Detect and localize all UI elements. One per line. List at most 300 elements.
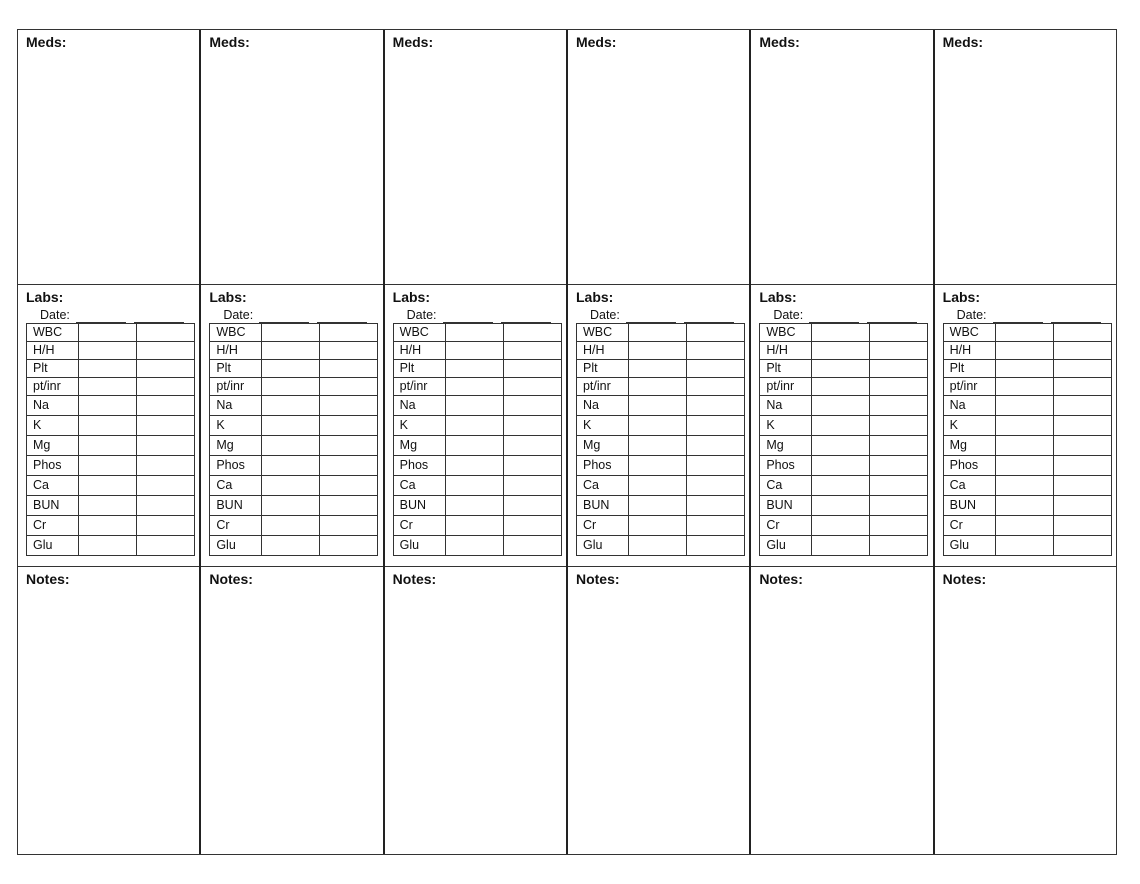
patient-column [568,30,751,854]
lab-value-cell-1[interactable] [812,436,870,456]
lab-value-cell-2[interactable] [503,416,561,436]
lab-value-cell-2[interactable] [137,324,195,342]
lab-value-cell-2[interactable] [137,342,195,360]
lab-row [27,416,195,436]
lab-name-cell: pt/inr [27,378,79,396]
lab-value-cell-1[interactable] [79,476,137,496]
lab-name-cell: Phos [943,456,995,476]
lab-value-cell-2[interactable] [686,516,744,536]
notes-section[interactable] [201,567,382,854]
lab-value-cell-2[interactable] [686,416,744,436]
notes-section[interactable] [385,567,566,854]
lab-value-cell-2[interactable] [503,496,561,516]
lab-name-cell: pt/inr [943,378,995,396]
lab-name-cell: BUN [576,496,628,516]
lab-value-cell-1[interactable] [445,516,503,536]
date-field-1[interactable] [76,311,126,323]
lab-name-cell: WBC [27,324,79,342]
lab-name-cell: Plt [943,360,995,378]
lab-name-cell: Na [393,396,445,416]
lab-value-cell-2[interactable] [686,396,744,416]
lab-name-cell: Glu [27,536,79,556]
lab-value-cell-2[interactable] [1053,342,1111,360]
lab-value-cell-1[interactable] [445,360,503,378]
labs-section [935,285,1116,567]
lab-value-cell-2[interactable] [1053,516,1111,536]
lab-row [393,456,561,476]
lab-value-cell-1[interactable] [262,456,320,476]
lab-value-cell-2[interactable] [503,456,561,476]
meds-section[interactable] [568,30,749,285]
lab-name-cell: Phos [393,456,445,476]
lab-value-cell-2[interactable] [320,342,378,360]
lab-row [576,456,744,476]
lab-value-cell-1[interactable] [812,476,870,496]
lab-row [760,436,928,456]
lab-row [27,360,195,378]
labs-label: Labs: [26,289,64,305]
lab-name-cell: K [760,416,812,436]
date-field-1[interactable] [993,311,1043,323]
lab-value-cell-1[interactable] [262,496,320,516]
lab-value-cell-2[interactable] [1053,456,1111,476]
lab-value-cell-1[interactable] [628,476,686,496]
lab-value-cell-1[interactable] [79,496,137,516]
lab-value-cell-1[interactable] [812,342,870,360]
meds-section[interactable] [385,30,566,285]
lab-name-cell: Na [27,396,79,416]
meds-section[interactable] [751,30,932,285]
date-label: Date: [589,308,620,322]
lab-value-cell-2[interactable] [1053,396,1111,416]
lab-value-cell-1[interactable] [995,476,1053,496]
lab-name-cell: pt/inr [760,378,812,396]
lab-value-cell-1[interactable] [628,342,686,360]
lab-value-cell-1[interactable] [445,378,503,396]
lab-value-cell-1[interactable] [628,378,686,396]
lab-row [576,536,744,556]
patient-sheet [17,29,1117,855]
date-field-1[interactable] [809,311,859,323]
lab-row [393,496,561,516]
lab-value-cell-1[interactable] [628,456,686,476]
lab-value-cell-1[interactable] [79,536,137,556]
lab-value-cell-2[interactable] [870,496,928,516]
lab-value-cell-1[interactable] [79,360,137,378]
date-field-2[interactable] [1051,311,1101,323]
lab-value-cell-2[interactable] [1053,324,1111,342]
lab-value-cell-1[interactable] [445,324,503,342]
lab-value-cell-2[interactable] [870,396,928,416]
lab-row [393,536,561,556]
date-label: Date: [40,308,70,322]
labs-label: Labs: [209,289,247,305]
lab-value-cell-1[interactable] [445,416,503,436]
lab-value-cell-2[interactable] [320,324,378,342]
lab-value-cell-1[interactable] [995,536,1053,556]
lab-value-cell-1[interactable] [262,416,320,436]
lab-value-cell-1[interactable] [262,536,320,556]
lab-name-cell: Cr [760,516,812,536]
lab-value-cell-1[interactable] [628,360,686,378]
lab-value-cell-1[interactable] [79,324,137,342]
date-label: Date: [956,308,987,322]
lab-value-cell-1[interactable] [79,416,137,436]
lab-value-cell-2[interactable] [686,378,744,396]
lab-value-cell-1[interactable] [628,324,686,342]
lab-row [576,324,744,342]
meds-section[interactable] [18,30,199,285]
lab-value-cell-2[interactable] [137,496,195,516]
lab-value-cell-1[interactable] [995,436,1053,456]
lab-value-cell-1[interactable] [812,516,870,536]
labs-label: Labs: [942,289,980,305]
date-field-2[interactable] [867,311,917,323]
lab-value-cell-2[interactable] [503,436,561,456]
labs-table [759,323,928,556]
lab-value-cell-2[interactable] [686,342,744,360]
lab-value-cell-1[interactable] [262,378,320,396]
lab-value-cell-2[interactable] [1053,536,1111,556]
lab-name-cell: Glu [943,536,995,556]
lab-row [760,476,928,496]
notes-label: Notes: [26,571,70,587]
lab-name-cell: H/H [576,342,628,360]
lab-value-cell-1[interactable] [262,476,320,496]
lab-value-cell-2[interactable] [686,496,744,516]
notes-section[interactable] [935,567,1116,854]
lab-value-cell-2[interactable] [686,536,744,556]
date-field-2[interactable] [684,311,734,323]
lab-name-cell: H/H [393,342,445,360]
lab-value-cell-1[interactable] [79,378,137,396]
lab-row [760,360,928,378]
lab-value-cell-1[interactable] [79,456,137,476]
labs-section [568,285,749,567]
lab-value-cell-2[interactable] [137,456,195,476]
lab-name-cell: WBC [210,324,262,342]
lab-value-cell-2[interactable] [686,476,744,496]
lab-value-cell-1[interactable] [812,536,870,556]
lab-name-cell: Plt [576,360,628,378]
lab-row [943,516,1111,536]
lab-value-cell-2[interactable] [137,396,195,416]
patient-column [385,30,568,854]
lab-value-cell-1[interactable] [812,396,870,416]
lab-value-cell-1[interactable] [628,496,686,516]
date-label: Date: [773,308,804,322]
lab-value-cell-2[interactable] [503,324,561,342]
notes-section[interactable] [18,567,199,854]
lab-row [210,456,378,476]
lab-row [760,536,928,556]
lab-value-cell-1[interactable] [995,378,1053,396]
lab-row [210,396,378,416]
lab-value-cell-1[interactable] [445,342,503,360]
lab-value-cell-2[interactable] [320,476,378,496]
lab-name-cell: K [393,416,445,436]
lab-value-cell-1[interactable] [995,416,1053,436]
lab-row [760,342,928,360]
lab-value-cell-2[interactable] [503,516,561,536]
date-row [590,307,739,323]
lab-name-cell: Ca [760,476,812,496]
lab-value-cell-1[interactable] [628,436,686,456]
lab-value-cell-2[interactable] [320,436,378,456]
lab-name-cell: Mg [210,436,262,456]
lab-row [943,378,1111,396]
lab-value-cell-1[interactable] [79,342,137,360]
lab-row [576,342,744,360]
lab-row [27,436,195,456]
lab-value-cell-1[interactable] [812,496,870,516]
lab-value-cell-2[interactable] [320,360,378,378]
lab-value-cell-1[interactable] [445,396,503,416]
lab-value-cell-1[interactable] [995,396,1053,416]
lab-value-cell-2[interactable] [137,436,195,456]
date-field-2[interactable] [317,311,367,323]
lab-value-cell-1[interactable] [445,496,503,516]
lab-row [576,378,744,396]
date-label: Date: [406,308,437,322]
lab-value-cell-2[interactable] [320,416,378,436]
lab-value-cell-1[interactable] [628,516,686,536]
lab-value-cell-2[interactable] [137,360,195,378]
lab-value-cell-1[interactable] [812,360,870,378]
lab-value-cell-2[interactable] [320,536,378,556]
lab-row [27,456,195,476]
lab-value-cell-2[interactable] [686,324,744,342]
notes-section[interactable] [568,567,749,854]
lab-value-cell-2[interactable] [503,536,561,556]
lab-value-cell-2[interactable] [503,378,561,396]
lab-row [210,496,378,516]
lab-row [393,378,561,396]
lab-name-cell: BUN [210,496,262,516]
lab-name-cell: H/H [760,342,812,360]
lab-value-cell-2[interactable] [870,416,928,436]
lab-value-cell-2[interactable] [503,342,561,360]
lab-value-cell-2[interactable] [1053,476,1111,496]
lab-row [210,342,378,360]
date-field-1[interactable] [443,311,493,323]
lab-value-cell-2[interactable] [870,436,928,456]
lab-name-cell: Na [210,396,262,416]
labs-table [209,323,378,556]
lab-name-cell: Mg [27,436,79,456]
lab-value-cell-1[interactable] [812,324,870,342]
lab-value-cell-2[interactable] [320,378,378,396]
lab-value-cell-1[interactable] [262,436,320,456]
lab-value-cell-2[interactable] [320,516,378,536]
lab-value-cell-1[interactable] [445,436,503,456]
lab-row [943,416,1111,436]
date-label: Date: [223,308,254,322]
lab-row [210,436,378,456]
date-row [407,307,556,323]
lab-value-cell-2[interactable] [870,360,928,378]
lab-value-cell-1[interactable] [995,324,1053,342]
labs-section [751,285,932,567]
lab-name-cell: Phos [27,456,79,476]
lab-row [210,536,378,556]
lab-value-cell-1[interactable] [445,536,503,556]
lab-name-cell: Mg [943,436,995,456]
notes-label: Notes: [209,571,253,587]
meds-label: Meds: [26,34,67,50]
lab-name-cell: pt/inr [576,378,628,396]
lab-name-cell: Cr [393,516,445,536]
lab-name-cell: Mg [393,436,445,456]
lab-value-cell-2[interactable] [1053,378,1111,396]
lab-value-cell-1[interactable] [445,476,503,496]
lab-value-cell-1[interactable] [995,342,1053,360]
lab-row [393,360,561,378]
lab-value-cell-2[interactable] [870,378,928,396]
lab-value-cell-1[interactable] [995,496,1053,516]
notes-section[interactable] [751,567,932,854]
lab-name-cell: H/H [943,342,995,360]
lab-value-cell-1[interactable] [262,360,320,378]
lab-name-cell: Plt [393,360,445,378]
lab-value-cell-1[interactable] [262,516,320,536]
lab-name-cell: BUN [393,496,445,516]
lab-row [27,342,195,360]
date-field-1[interactable] [259,311,309,323]
lab-name-cell: Glu [393,536,445,556]
lab-name-cell: H/H [27,342,79,360]
lab-name-cell: Glu [210,536,262,556]
meds-section[interactable] [935,30,1116,285]
lab-name-cell: Ca [210,476,262,496]
lab-value-cell-2[interactable] [870,324,928,342]
date-field-1[interactable] [626,311,676,323]
lab-value-cell-2[interactable] [137,516,195,536]
lab-row [210,416,378,436]
labs-table [26,323,195,556]
patient-column [201,30,384,854]
lab-value-cell-1[interactable] [628,536,686,556]
lab-row [27,396,195,416]
lab-name-cell: Mg [576,436,628,456]
lab-value-cell-2[interactable] [686,436,744,456]
lab-value-cell-2[interactable] [1053,496,1111,516]
notes-label: Notes: [759,571,803,587]
lab-value-cell-2[interactable] [870,476,928,496]
lab-value-cell-2[interactable] [503,360,561,378]
lab-row [27,378,195,396]
lab-value-cell-1[interactable] [262,342,320,360]
lab-row [393,396,561,416]
lab-value-cell-2[interactable] [1053,436,1111,456]
lab-value-cell-2[interactable] [686,456,744,476]
lab-row [943,536,1111,556]
lab-row [210,378,378,396]
lab-row [210,476,378,496]
lab-name-cell: H/H [210,342,262,360]
lab-value-cell-2[interactable] [503,476,561,496]
lab-value-cell-1[interactable] [262,396,320,416]
lab-name-cell: K [210,416,262,436]
lab-value-cell-1[interactable] [628,416,686,436]
lab-name-cell: Plt [210,360,262,378]
lab-value-cell-1[interactable] [812,378,870,396]
labs-section [201,285,382,567]
lab-name-cell: Phos [210,456,262,476]
lab-value-cell-1[interactable] [995,456,1053,476]
lab-value-cell-1[interactable] [995,360,1053,378]
lab-value-cell-2[interactable] [870,342,928,360]
lab-value-cell-2[interactable] [137,378,195,396]
lab-name-cell: WBC [943,324,995,342]
lab-value-cell-1[interactable] [812,416,870,436]
lab-row [393,342,561,360]
lab-name-cell: BUN [27,496,79,516]
lab-value-cell-2[interactable] [503,396,561,416]
meds-label: Meds: [759,34,800,50]
lab-value-cell-1[interactable] [79,516,137,536]
lab-row [393,324,561,342]
meds-label: Meds: [209,34,250,50]
lab-value-cell-2[interactable] [137,416,195,436]
lab-value-cell-2[interactable] [1053,416,1111,436]
lab-value-cell-2[interactable] [686,360,744,378]
lab-name-cell: Mg [760,436,812,456]
lab-name-cell: Cr [27,516,79,536]
meds-section[interactable] [201,30,382,285]
patient-column [751,30,934,854]
lab-value-cell-2[interactable] [870,456,928,476]
lab-row [943,476,1111,496]
lab-name-cell: BUN [943,496,995,516]
lab-value-cell-2[interactable] [870,536,928,556]
lab-row [943,342,1111,360]
lab-value-cell-1[interactable] [812,456,870,476]
lab-row [27,516,195,536]
date-field-2[interactable] [501,311,551,323]
lab-value-cell-2[interactable] [137,536,195,556]
labs-section [18,285,199,567]
date-field-2[interactable] [134,311,184,323]
lab-value-cell-2[interactable] [1053,360,1111,378]
lab-row [943,396,1111,416]
lab-value-cell-1[interactable] [262,324,320,342]
date-row [223,307,372,323]
lab-row [576,476,744,496]
lab-row [576,416,744,436]
lab-name-cell: Phos [576,456,628,476]
date-row [957,307,1106,323]
lab-value-cell-2[interactable] [320,396,378,416]
labs-table [943,323,1112,556]
lab-name-cell: Cr [210,516,262,536]
lab-value-cell-1[interactable] [628,396,686,416]
lab-value-cell-2[interactable] [320,456,378,476]
lab-row [943,324,1111,342]
lab-value-cell-2[interactable] [870,516,928,536]
lab-value-cell-2[interactable] [137,476,195,496]
lab-name-cell: K [27,416,79,436]
lab-name-cell: Plt [27,360,79,378]
lab-value-cell-1[interactable] [445,456,503,476]
labs-label: Labs: [575,289,614,305]
lab-value-cell-2[interactable] [320,496,378,516]
lab-value-cell-1[interactable] [79,436,137,456]
lab-value-cell-1[interactable] [79,396,137,416]
lab-name-cell: Cr [576,516,628,536]
lab-name-cell: Na [576,396,628,416]
lab-value-cell-1[interactable] [995,516,1053,536]
